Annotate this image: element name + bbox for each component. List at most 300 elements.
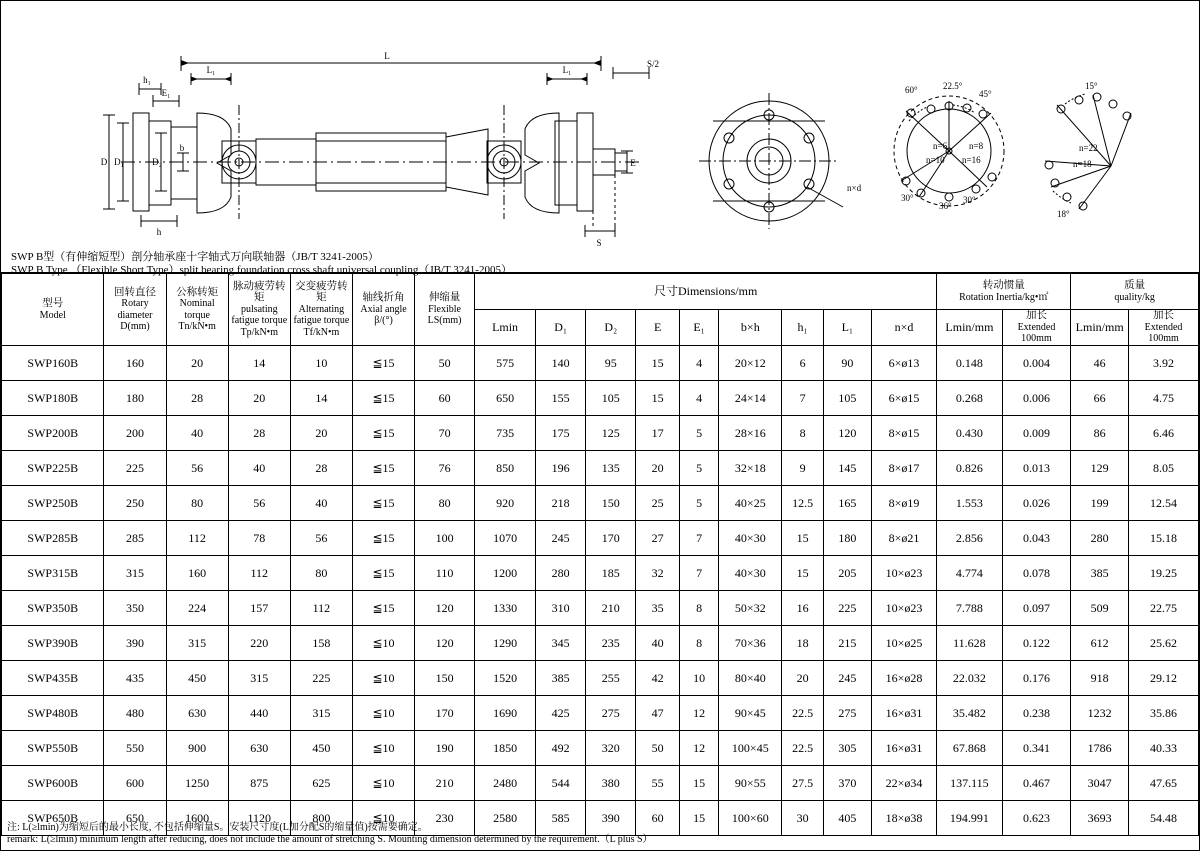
table-row	[2, 731, 1199, 766]
cell-LS: 210	[415, 766, 475, 801]
cell-L1: 180	[823, 521, 871, 556]
cell-h1: 15	[782, 556, 823, 591]
dim-nxd: n×d	[847, 183, 862, 193]
cell-D2: 235	[586, 626, 636, 661]
cell-L1: 120	[823, 416, 871, 451]
table-note	[7, 822, 653, 846]
cell-Lmin: 920	[475, 486, 536, 521]
ang-18: 18°	[1057, 209, 1070, 219]
cell-D: 315	[104, 556, 166, 591]
ang-36: 36°	[939, 201, 952, 211]
cell-beta: ≦10	[352, 696, 414, 731]
cell-model: SWP480B	[2, 696, 104, 731]
cell-E1: 7	[679, 556, 718, 591]
table-row	[2, 696, 1199, 731]
cell-bxh: 40×30	[719, 556, 782, 591]
cell-E1: 8	[679, 591, 718, 626]
cell-D2: 135	[586, 451, 636, 486]
cell-model: SWP600B	[2, 766, 104, 801]
cell-Lmin: 1200	[475, 556, 536, 591]
cell-D2: 255	[586, 661, 636, 696]
cell-D1: 218	[536, 486, 586, 521]
cell-Lmin: 575	[475, 346, 536, 381]
cell-L1: 215	[823, 626, 871, 661]
cell-D2: 105	[586, 381, 636, 416]
cell-Tf: 112	[290, 591, 352, 626]
cell-inertia: 137.115	[937, 766, 1002, 801]
cell-L1: 405	[823, 801, 871, 836]
cell-Tp: 56	[228, 486, 290, 521]
cell-inertia: 4.774	[937, 556, 1002, 591]
cell-inertia_ext: 0.467	[1002, 766, 1071, 801]
th-h1: h₁	[782, 310, 823, 346]
th-nxd: n×d	[871, 310, 936, 346]
cell-E1: 8	[679, 626, 718, 661]
cell-beta: ≦10	[352, 661, 414, 696]
cell-D: 480	[104, 696, 166, 731]
cell-nxd: 18×ø38	[871, 801, 936, 836]
th-D1: D₁	[536, 310, 586, 346]
cell-beta: ≦10	[352, 626, 414, 661]
cell-h1: 9	[782, 451, 823, 486]
cell-D2: 95	[586, 346, 636, 381]
cell-model: SWP550B	[2, 731, 104, 766]
cell-Tf: 625	[290, 766, 352, 801]
cell-beta: ≦10	[352, 766, 414, 801]
cell-Tf: 158	[290, 626, 352, 661]
cell-bxh: 100×60	[719, 801, 782, 836]
dim-E1: E₁	[161, 88, 171, 98]
th-rotary-diameter: 回转直径 Rotary diameter D(mm)	[104, 274, 166, 346]
cell-inertia_ext: 0.341	[1002, 731, 1071, 766]
ang-30a: 30°	[901, 193, 914, 203]
cell-Tp: 40	[228, 451, 290, 486]
cell-inertia: 22.032	[937, 661, 1002, 696]
header-row-1	[2, 274, 1199, 310]
cell-inertia: 35.482	[937, 696, 1002, 731]
cell-D2: 320	[586, 731, 636, 766]
cell-E: 40	[636, 626, 680, 661]
cell-D: 160	[104, 346, 166, 381]
cell-D1: 196	[536, 451, 586, 486]
th-nominal-torque: 公称转矩 Nominal torque Tn/kN•m	[166, 274, 228, 346]
cell-mass_ext: 15.18	[1129, 521, 1199, 556]
cell-bxh: 90×45	[719, 696, 782, 731]
cell-E1: 12	[679, 696, 718, 731]
th-D2: D₂	[586, 310, 636, 346]
cell-LS: 80	[415, 486, 475, 521]
cell-mass: 3047	[1071, 766, 1129, 801]
cell-inertia_ext: 0.026	[1002, 486, 1071, 521]
cell-mass: 199	[1071, 486, 1129, 521]
cell-inertia_ext: 0.043	[1002, 521, 1071, 556]
note-en: remark: L(≥lmin) minimum length after reducing, does not include the amount of stretching S. Mounting dimension determined by the requirement.（L plus S）	[7, 834, 653, 845]
cell-Tf: 10	[290, 346, 352, 381]
cell-model: SWP390B	[2, 626, 104, 661]
ang-15: 15°	[1085, 81, 1098, 91]
cell-Tf: 225	[290, 661, 352, 696]
cell-Tp: 630	[228, 731, 290, 766]
cell-L1: 370	[823, 766, 871, 801]
cell-inertia: 11.628	[937, 626, 1002, 661]
cell-inertia_ext: 0.097	[1002, 591, 1071, 626]
cell-inertia_ext: 0.004	[1002, 346, 1071, 381]
cell-D2: 380	[586, 766, 636, 801]
cell-nxd: 10×ø25	[871, 626, 936, 661]
cell-model: SWP435B	[2, 661, 104, 696]
dim-D1: D₁	[114, 157, 124, 167]
cell-inertia_ext: 0.078	[1002, 556, 1071, 591]
ang-30b: 30°	[963, 195, 976, 205]
drawing-caption	[11, 251, 512, 277]
technical-drawing	[1, 1, 1199, 272]
cell-Tn: 450	[166, 661, 228, 696]
n10: n=10	[926, 155, 945, 165]
cell-D: 200	[104, 416, 166, 451]
cell-bxh: 100×45	[719, 731, 782, 766]
cell-Tp: 440	[228, 696, 290, 731]
cell-LS: 120	[415, 626, 475, 661]
cell-h1: 22.5	[782, 731, 823, 766]
th-bxh: b×h	[719, 310, 782, 346]
table-row	[2, 451, 1199, 486]
cell-D: 285	[104, 521, 166, 556]
cell-nxd: 16×ø31	[871, 731, 936, 766]
specification-table	[1, 273, 1199, 836]
cell-D1: 175	[536, 416, 586, 451]
n8: n=8	[969, 141, 984, 151]
cell-inertia: 0.148	[937, 346, 1002, 381]
caption-en: SWP B Type （Flexible Short Type）split bearing foundation cross shaft universal coupling（JB/T 3241-2005）	[11, 264, 512, 276]
cell-E: 15	[636, 346, 680, 381]
cell-Lmin: 650	[475, 381, 536, 416]
cell-Lmin: 1330	[475, 591, 536, 626]
cell-LS: 60	[415, 381, 475, 416]
dim-L1-left: L₁	[206, 65, 216, 75]
cell-bxh: 40×30	[719, 521, 782, 556]
cell-nxd: 8×ø21	[871, 521, 936, 556]
cell-inertia: 7.788	[937, 591, 1002, 626]
cell-Tn: 1600	[166, 801, 228, 836]
cell-nxd: 10×ø23	[871, 556, 936, 591]
cell-LS: 76	[415, 451, 475, 486]
cell-D1: 245	[536, 521, 586, 556]
cell-D2: 150	[586, 486, 636, 521]
cell-E: 47	[636, 696, 680, 731]
cell-D2: 210	[586, 591, 636, 626]
cell-mass_ext: 3.92	[1129, 346, 1199, 381]
cell-E1: 10	[679, 661, 718, 696]
cell-Tf: 315	[290, 696, 352, 731]
cell-mass: 66	[1071, 381, 1129, 416]
cell-Tp: 1120	[228, 801, 290, 836]
cell-beta: ≦15	[352, 521, 414, 556]
cell-Tn: 160	[166, 556, 228, 591]
cell-LS: 190	[415, 731, 475, 766]
cell-mass_ext: 19.25	[1129, 556, 1199, 591]
cell-LS: 170	[415, 696, 475, 731]
cell-inertia_ext: 0.176	[1002, 661, 1071, 696]
cell-nxd: 8×ø15	[871, 416, 936, 451]
cell-inertia: 2.856	[937, 521, 1002, 556]
cell-D1: 385	[536, 661, 586, 696]
dim-S: S	[596, 238, 602, 248]
cell-D1: 544	[536, 766, 586, 801]
cell-inertia_ext: 0.013	[1002, 451, 1071, 486]
cell-inertia: 1.553	[937, 486, 1002, 521]
cell-Tp: 315	[228, 661, 290, 696]
cell-inertia_ext: 0.238	[1002, 696, 1071, 731]
cell-E: 25	[636, 486, 680, 521]
cell-inertia_ext: 0.623	[1002, 801, 1071, 836]
cell-nxd: 16×ø28	[871, 661, 936, 696]
cell-Lmin: 1690	[475, 696, 536, 731]
cell-h1: 18	[782, 626, 823, 661]
cell-Tn: 28	[166, 381, 228, 416]
n22: n=22	[1079, 143, 1098, 153]
cell-nxd: 6×ø15	[871, 381, 936, 416]
cell-E1: 12	[679, 731, 718, 766]
cell-h1: 22.5	[782, 696, 823, 731]
ang-22-5: 22.5°	[943, 81, 963, 91]
cell-L1: 145	[823, 451, 871, 486]
cell-Tn: 80	[166, 486, 228, 521]
cell-Tf: 80	[290, 556, 352, 591]
cell-L1: 165	[823, 486, 871, 521]
cell-Tp: 28	[228, 416, 290, 451]
cell-Tp: 112	[228, 556, 290, 591]
cell-E1: 5	[679, 416, 718, 451]
cell-Lmin: 735	[475, 416, 536, 451]
dim-D: D	[100, 157, 108, 167]
cell-Tf: 40	[290, 486, 352, 521]
cell-L1: 275	[823, 696, 871, 731]
cell-D2: 390	[586, 801, 636, 836]
dim-L1-right: L₁	[562, 65, 572, 75]
cell-Tf: 450	[290, 731, 352, 766]
cell-bxh: 28×16	[719, 416, 782, 451]
cell-model: SWP315B	[2, 556, 104, 591]
cell-Tf: 28	[290, 451, 352, 486]
cell-LS: 50	[415, 346, 475, 381]
cell-LS: 150	[415, 661, 475, 696]
dim-E: E	[630, 158, 636, 168]
th-inertia-group: 转动惯量 Rotation Inertia/kg•㎡	[937, 274, 1071, 310]
cell-E: 17	[636, 416, 680, 451]
cell-D: 225	[104, 451, 166, 486]
cell-bxh: 80×40	[719, 661, 782, 696]
cell-model: SWP180B	[2, 381, 104, 416]
cell-h1: 12.5	[782, 486, 823, 521]
cell-E: 42	[636, 661, 680, 696]
cell-L1: 205	[823, 556, 871, 591]
cell-Lmin: 2580	[475, 801, 536, 836]
cell-mass_ext: 4.75	[1129, 381, 1199, 416]
cell-bxh: 20×12	[719, 346, 782, 381]
cell-D1: 280	[536, 556, 586, 591]
cell-E1: 5	[679, 486, 718, 521]
cell-mass_ext: 29.12	[1129, 661, 1199, 696]
th-quality-extended: 加长 Extended 100mm	[1129, 310, 1199, 346]
th-E: E	[636, 310, 680, 346]
cell-model: SWP650B	[2, 801, 104, 836]
cell-LS: 100	[415, 521, 475, 556]
cell-mass_ext: 40.33	[1129, 731, 1199, 766]
ang-60: 60°	[905, 85, 918, 95]
cell-beta: ≦15	[352, 451, 414, 486]
cell-E1: 15	[679, 766, 718, 801]
cell-model: SWP250B	[2, 486, 104, 521]
cell-inertia: 0.430	[937, 416, 1002, 451]
th-L1: L₁	[823, 310, 871, 346]
cell-Tf: 800	[290, 801, 352, 836]
dim-D2: D₂	[152, 157, 162, 167]
cell-E: 20	[636, 451, 680, 486]
cell-Tp: 78	[228, 521, 290, 556]
cell-nxd: 16×ø31	[871, 696, 936, 731]
cell-Tn: 630	[166, 696, 228, 731]
cell-mass: 280	[1071, 521, 1129, 556]
cell-model: SWP225B	[2, 451, 104, 486]
cell-inertia: 0.268	[937, 381, 1002, 416]
caption-cn: SWP B型（有伸缩短型）剖分轴承座十字轴式万向联轴器（JB/T 3241-2005）	[11, 251, 379, 263]
cell-E1: 4	[679, 346, 718, 381]
cell-Lmin: 1850	[475, 731, 536, 766]
cell-Tn: 1250	[166, 766, 228, 801]
ang-45: 45°	[979, 89, 992, 99]
cell-model: SWP350B	[2, 591, 104, 626]
dim-b: b	[179, 143, 185, 153]
cell-beta: ≦15	[352, 346, 414, 381]
cell-LS: 230	[415, 801, 475, 836]
table-row	[2, 591, 1199, 626]
cell-h1: 15	[782, 521, 823, 556]
cell-E: 60	[636, 801, 680, 836]
cell-mass_ext: 47.65	[1129, 766, 1199, 801]
cell-Lmin: 850	[475, 451, 536, 486]
cell-Tp: 20	[228, 381, 290, 416]
cell-Tn: 112	[166, 521, 228, 556]
cell-D: 435	[104, 661, 166, 696]
cell-Lmin: 1070	[475, 521, 536, 556]
cell-mass: 1232	[1071, 696, 1129, 731]
cell-Tp: 157	[228, 591, 290, 626]
cell-LS: 120	[415, 591, 475, 626]
cell-beta: ≦15	[352, 381, 414, 416]
cell-D1: 155	[536, 381, 586, 416]
cell-D2: 185	[586, 556, 636, 591]
cell-inertia_ext: 0.009	[1002, 416, 1071, 451]
cell-Lmin: 2480	[475, 766, 536, 801]
cell-nxd: 10×ø23	[871, 591, 936, 626]
cell-h1: 6	[782, 346, 823, 381]
cell-Tn: 224	[166, 591, 228, 626]
cell-Tf: 20	[290, 416, 352, 451]
th-flexible: 伸缩量 Flexible LS(mm)	[415, 274, 475, 346]
cell-Lmin: 1290	[475, 626, 536, 661]
cell-E1: 7	[679, 521, 718, 556]
dim-h1: h₁	[143, 75, 151, 85]
cell-D1: 345	[536, 626, 586, 661]
cell-h1: 8	[782, 416, 823, 451]
cell-inertia_ext: 0.006	[1002, 381, 1071, 416]
cell-bxh: 50×32	[719, 591, 782, 626]
th-dimensions-group: 尺寸Dimensions/mm	[475, 274, 937, 310]
cell-E: 35	[636, 591, 680, 626]
cell-Tp: 220	[228, 626, 290, 661]
cell-D2: 170	[586, 521, 636, 556]
cell-inertia: 67.868	[937, 731, 1002, 766]
cell-nxd: 22×ø34	[871, 766, 936, 801]
th-E1: E₁	[679, 310, 718, 346]
cell-L1: 225	[823, 591, 871, 626]
cell-mass: 86	[1071, 416, 1129, 451]
th-alternating-torque: 交变疲劳转矩 Alternating fatigue torque Tf/kN•m	[290, 274, 352, 346]
cell-D1: 425	[536, 696, 586, 731]
cell-D: 390	[104, 626, 166, 661]
table-row	[2, 766, 1199, 801]
cell-D2: 125	[586, 416, 636, 451]
cell-bxh: 70×36	[719, 626, 782, 661]
cell-Tf: 56	[290, 521, 352, 556]
table-row	[2, 661, 1199, 696]
cell-h1: 27.5	[782, 766, 823, 801]
dim-h: h	[156, 227, 162, 237]
cell-E: 27	[636, 521, 680, 556]
cell-L1: 305	[823, 731, 871, 766]
th-axial-angle: 轴线折角 Axial angle β/(°)	[352, 274, 414, 346]
cell-h1: 16	[782, 591, 823, 626]
cell-Tn: 40	[166, 416, 228, 451]
table-row	[2, 346, 1199, 381]
cell-model: SWP160B	[2, 346, 104, 381]
table-row	[2, 486, 1199, 521]
cell-D: 180	[104, 381, 166, 416]
cell-mass: 918	[1071, 661, 1129, 696]
cell-mass_ext: 22.75	[1129, 591, 1199, 626]
cell-Lmin: 1520	[475, 661, 536, 696]
cell-mass_ext: 8.05	[1129, 451, 1199, 486]
cell-Tp: 875	[228, 766, 290, 801]
table-row	[2, 416, 1199, 451]
table-row	[2, 556, 1199, 591]
cell-mass: 509	[1071, 591, 1129, 626]
cell-L1: 105	[823, 381, 871, 416]
cell-Tn: 20	[166, 346, 228, 381]
table-row	[2, 626, 1199, 661]
cell-mass_ext: 25.62	[1129, 626, 1199, 661]
cell-mass_ext: 35.86	[1129, 696, 1199, 731]
cell-L1: 90	[823, 346, 871, 381]
cell-nxd: 6×ø13	[871, 346, 936, 381]
cell-E1: 4	[679, 381, 718, 416]
cell-model: SWP200B	[2, 416, 104, 451]
n18: n=18	[1073, 159, 1092, 169]
cell-model: SWP285B	[2, 521, 104, 556]
th-inertia-lmin: Lmin/mm	[937, 310, 1002, 346]
cell-Tn: 315	[166, 626, 228, 661]
cell-inertia: 0.826	[937, 451, 1002, 486]
cell-beta: ≦10	[352, 731, 414, 766]
cell-D: 650	[104, 801, 166, 836]
dim-S2: S/2	[646, 59, 660, 69]
cell-D1: 140	[536, 346, 586, 381]
cell-D2: 275	[586, 696, 636, 731]
cell-D1: 492	[536, 731, 586, 766]
cell-nxd: 8×ø17	[871, 451, 936, 486]
cell-mass: 46	[1071, 346, 1129, 381]
cell-Tn: 56	[166, 451, 228, 486]
